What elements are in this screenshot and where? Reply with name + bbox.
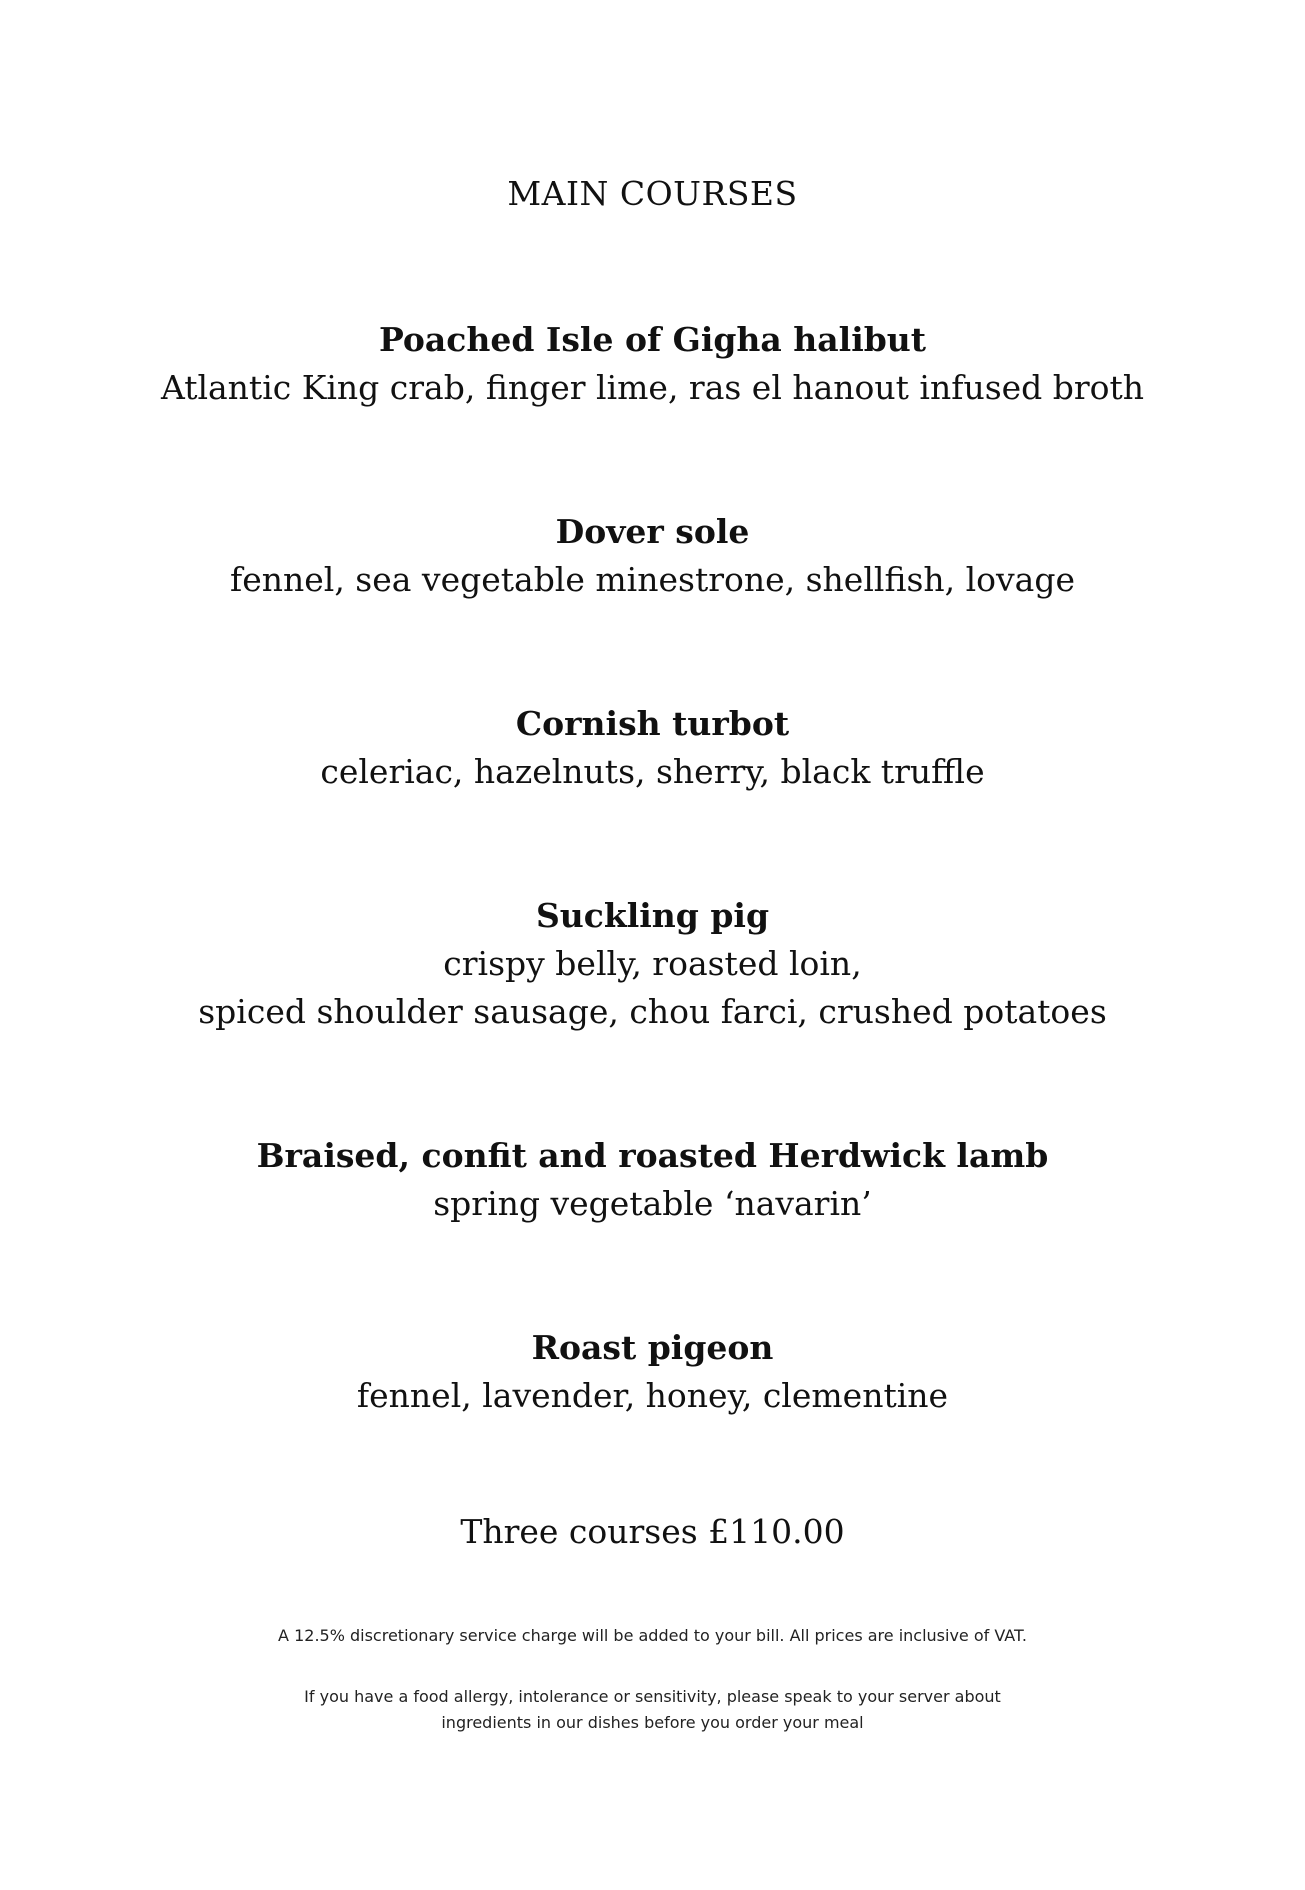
allergy-note-line-2: ingredients in our dishes before you order your meal (441, 1713, 864, 1732)
dish-name: Dover sole (555, 512, 750, 551)
set-menu-price: Three courses £110.00 (460, 1512, 845, 1551)
dish-description: spiced shoulder sausage, chou farci, crushed potatoes (198, 992, 1107, 1031)
dish-description: celeriac, hazelnuts, sherry, black truffle (320, 752, 985, 791)
allergy-note-line-1: If you have a food allergy, intolerance or sensitivity, please speak to your server about (304, 1687, 1001, 1706)
dish-item-roast-pigeon (0, 1324, 1305, 1420)
dish-name: Suckling pig (535, 896, 770, 935)
service-charge-note: A 12.5% discretionary service charge will be added to your bill. All prices are inclusive of VAT. (278, 1626, 1027, 1645)
dish-description: Atlantic King crab, finger lime, ras el hanout infused broth (160, 368, 1145, 407)
dish-description: fennel, sea vegetable minestrone, shellfish, lovage (229, 560, 1076, 599)
dish-name: Braised, confit and roasted Herdwick lamb (256, 1136, 1049, 1175)
dish-name: Cornish turbot (515, 704, 790, 743)
dish-item-suckling-pig (0, 892, 1305, 1036)
menu-title: MAIN COURSES (507, 174, 798, 213)
dish-item-dover-sole (0, 508, 1305, 604)
dish-name: Roast pigeon (531, 1328, 774, 1367)
dish-item-herdwick-lamb (0, 1132, 1305, 1228)
dish-description: crispy belly, roasted loin, (443, 944, 862, 983)
dish-name: Poached Isle of Gigha halibut (378, 320, 927, 359)
dish-description: spring vegetable ‘navarin’ (433, 1184, 872, 1223)
dish-description: fennel, lavender, honey, clementine (356, 1376, 949, 1415)
dish-item-turbot (0, 700, 1305, 796)
dish-item-halibut (0, 316, 1305, 412)
